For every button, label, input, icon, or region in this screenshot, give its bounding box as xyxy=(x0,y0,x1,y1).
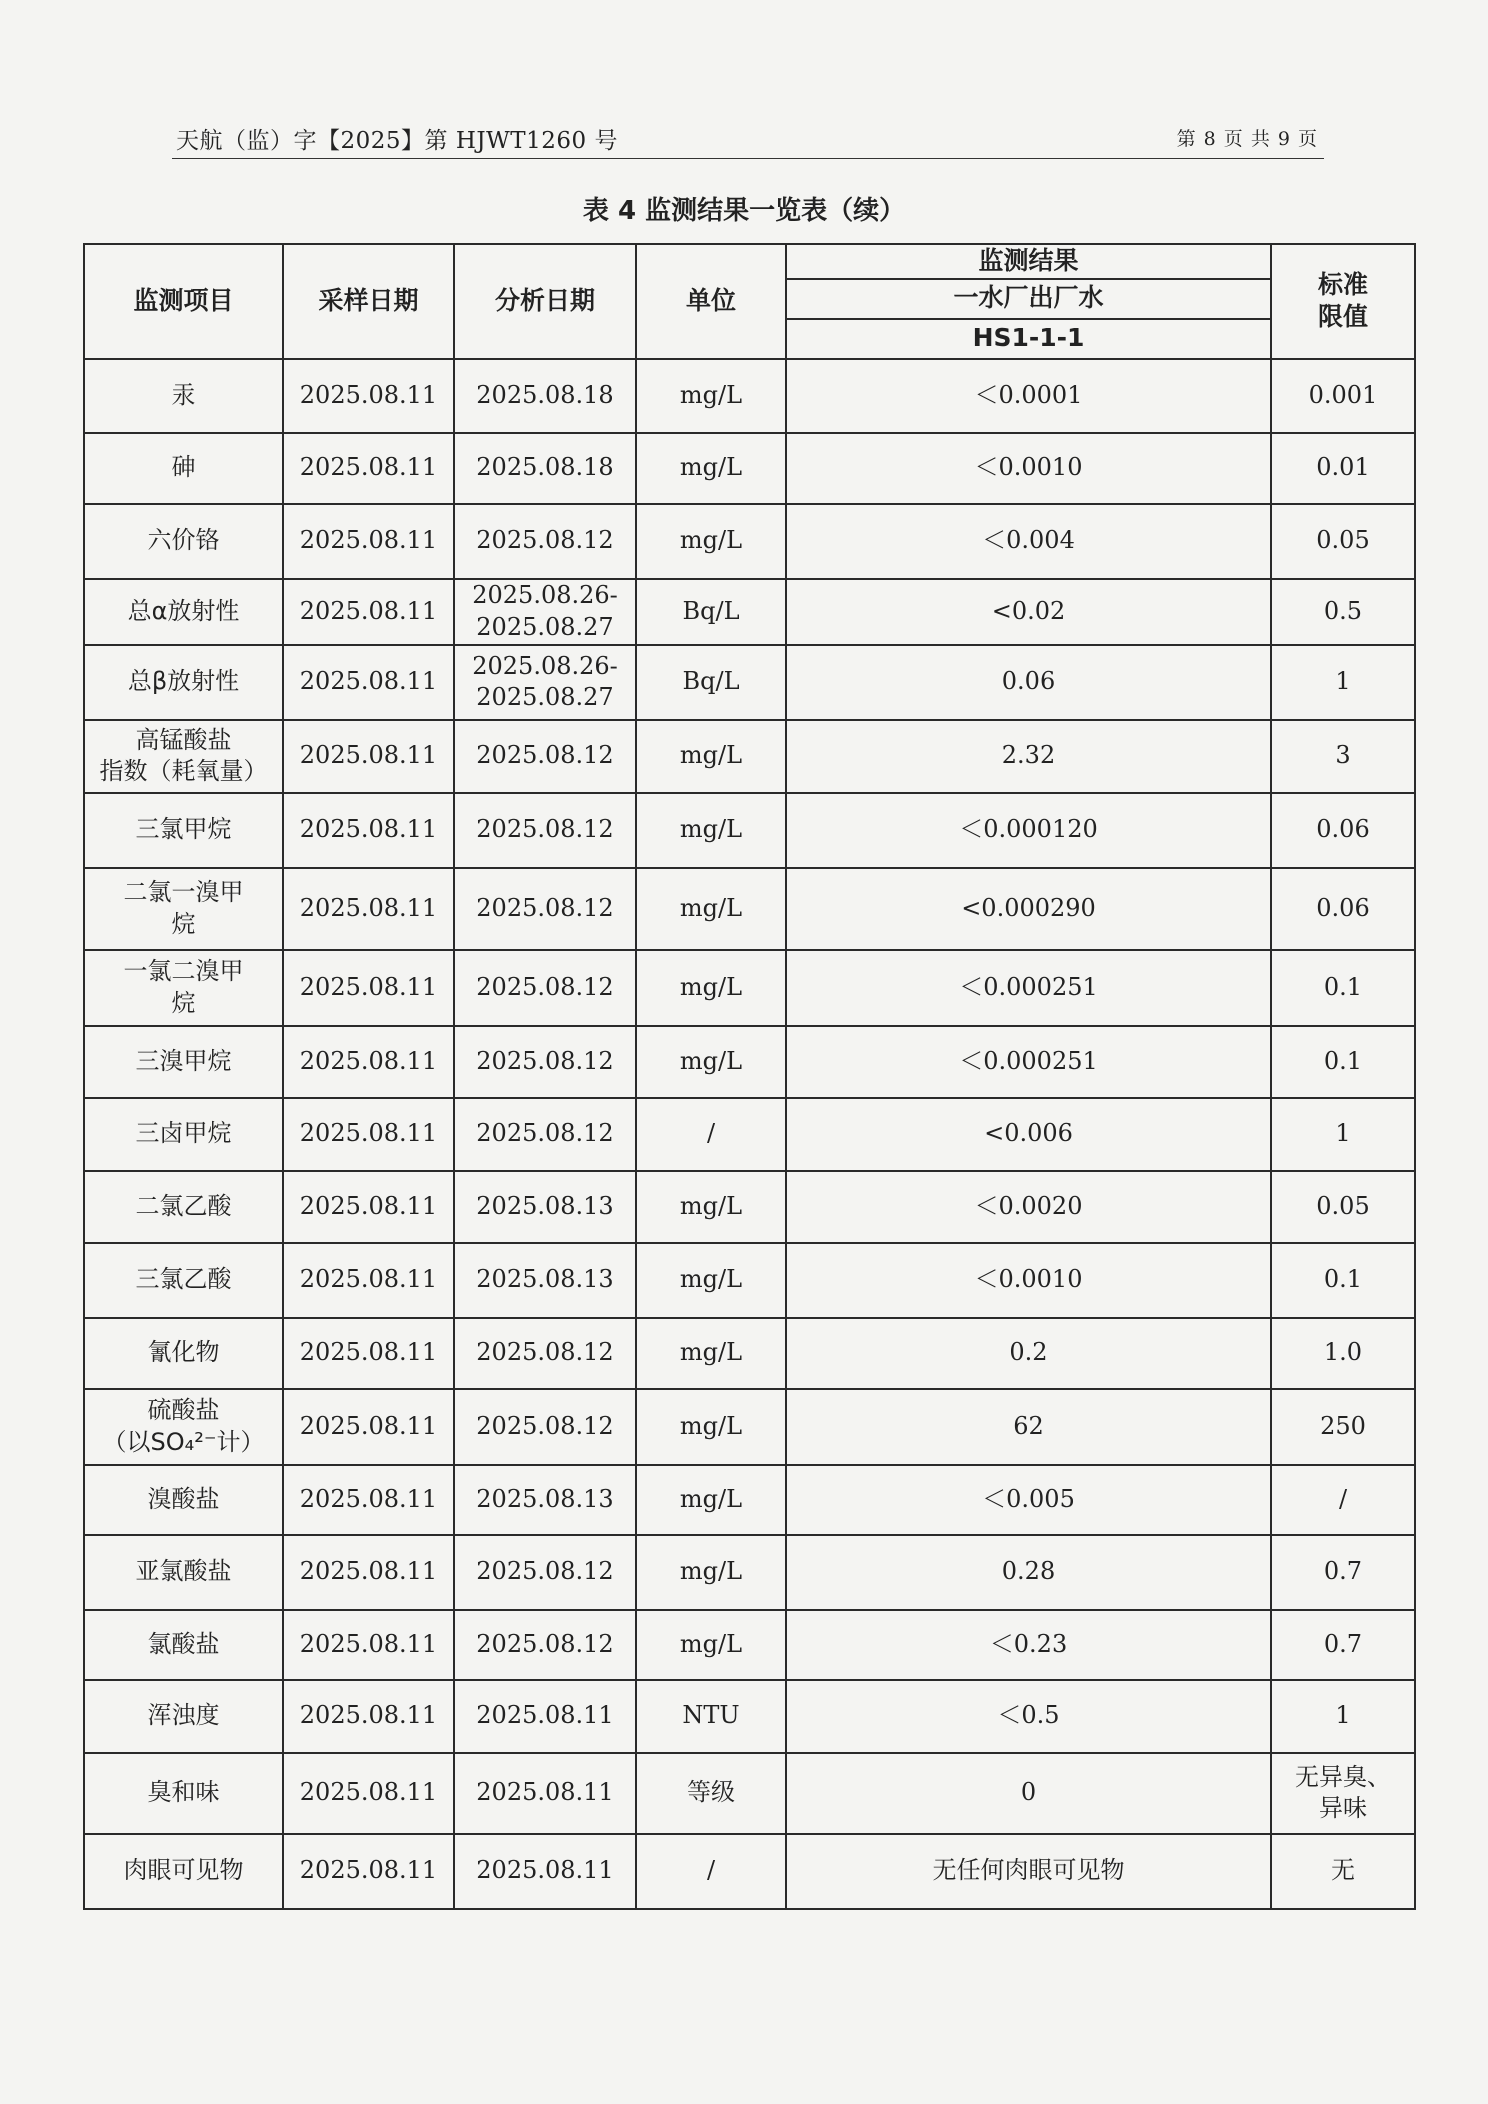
cell-analysis-date: 2025.08.13 xyxy=(454,1243,636,1318)
cell-unit: mg/L xyxy=(636,1171,786,1243)
cell-limit: 0.01 xyxy=(1271,433,1415,504)
cell-sample-date: 2025.08.11 xyxy=(283,504,454,579)
cell-result: ＜0.23 xyxy=(786,1610,1271,1680)
cell-item: 砷 xyxy=(84,433,283,504)
cell-item: 三卤甲烷 xyxy=(84,1098,283,1171)
cell-sample-date: 2025.08.11 xyxy=(283,720,454,793)
table-row xyxy=(84,1026,1415,1098)
table-row xyxy=(84,1680,1415,1753)
cell-unit: / xyxy=(636,1098,786,1171)
cell-analysis-date: 2025.08.12 xyxy=(454,1098,636,1171)
cell-item: 一氯二溴甲 烷 xyxy=(84,950,283,1026)
cell-item: 六价铬 xyxy=(84,504,283,579)
cell-limit: 0.1 xyxy=(1271,1026,1415,1098)
cell-sample-date: 2025.08.11 xyxy=(283,645,454,720)
cell-limit: 0.001 xyxy=(1271,359,1415,433)
cell-item: 亚氯酸盐 xyxy=(84,1535,283,1610)
cell-unit: mg/L xyxy=(636,1535,786,1610)
table-row xyxy=(84,1535,1415,1610)
cell-limit: 0.05 xyxy=(1271,1171,1415,1243)
cell-item: 臭和味 xyxy=(84,1753,283,1834)
cell-limit: 1 xyxy=(1271,1098,1415,1171)
cell-item: 氯酸盐 xyxy=(84,1610,283,1680)
cell-sample-date: 2025.08.11 xyxy=(283,1680,454,1753)
header-sample-id: HS1-1-1 xyxy=(786,319,1271,359)
cell-unit: mg/L xyxy=(636,950,786,1026)
cell-analysis-date: 2025.08.12 xyxy=(454,950,636,1026)
table-row xyxy=(84,433,1415,504)
cell-unit: mg/L xyxy=(636,1026,786,1098)
cell-result: ＜0.0010 xyxy=(786,433,1271,504)
cell-unit: mg/L xyxy=(636,793,786,868)
cell-result: ＜0.000251 xyxy=(786,950,1271,1026)
header-sample-date: 采样日期 xyxy=(283,244,454,359)
cell-item: 二氯乙酸 xyxy=(84,1171,283,1243)
header-site: 一水厂出厂水 xyxy=(786,279,1271,319)
cell-unit: mg/L xyxy=(636,1610,786,1680)
cell-analysis-date: 2025.08.13 xyxy=(454,1465,636,1535)
cell-item: 氰化物 xyxy=(84,1318,283,1389)
cell-result: <0.000290 xyxy=(786,868,1271,950)
cell-item: 汞 xyxy=(84,359,283,433)
cell-limit: 0.1 xyxy=(1271,950,1415,1026)
page-header xyxy=(172,118,1324,159)
cell-limit: 1.0 xyxy=(1271,1318,1415,1389)
cell-unit: mg/L xyxy=(636,1318,786,1389)
cell-unit: Bq/L xyxy=(636,645,786,720)
table-row xyxy=(84,1098,1415,1171)
cell-sample-date: 2025.08.11 xyxy=(283,1610,454,1680)
cell-result: <0.02 xyxy=(786,579,1271,645)
cell-unit: mg/L xyxy=(636,1465,786,1535)
cell-limit: 1 xyxy=(1271,1680,1415,1753)
cell-result: <0.006 xyxy=(786,1098,1271,1171)
cell-limit: 0.05 xyxy=(1271,504,1415,579)
header-analysis-date: 分析日期 xyxy=(454,244,636,359)
header-unit: 单位 xyxy=(636,244,786,359)
cell-result: ＜0.5 xyxy=(786,1680,1271,1753)
cell-item: 浑浊度 xyxy=(84,1680,283,1753)
cell-result: ＜0.0020 xyxy=(786,1171,1271,1243)
cell-analysis-date: 2025.08.26- 2025.08.27 xyxy=(454,645,636,720)
table-header xyxy=(84,244,1415,359)
cell-result: ＜0.005 xyxy=(786,1465,1271,1535)
cell-analysis-date: 2025.08.11 xyxy=(454,1753,636,1834)
cell-limit: 0.7 xyxy=(1271,1610,1415,1680)
cell-unit: mg/L xyxy=(636,868,786,950)
cell-unit: Bq/L xyxy=(636,579,786,645)
cell-item: 二氯一溴甲 烷 xyxy=(84,868,283,950)
cell-sample-date: 2025.08.11 xyxy=(283,1243,454,1318)
table-row xyxy=(84,950,1415,1026)
cell-result: ＜0.0001 xyxy=(786,359,1271,433)
cell-analysis-date: 2025.08.12 xyxy=(454,1026,636,1098)
cell-unit: mg/L xyxy=(636,720,786,793)
cell-result: ＜0.000120 xyxy=(786,793,1271,868)
cell-limit: 无 xyxy=(1271,1834,1415,1909)
cell-item: 溴酸盐 xyxy=(84,1465,283,1535)
cell-analysis-date: 2025.08.12 xyxy=(454,720,636,793)
cell-sample-date: 2025.08.11 xyxy=(283,1026,454,1098)
header-item: 监测项目 xyxy=(84,244,283,359)
table-row xyxy=(84,1318,1415,1389)
cell-result: 0 xyxy=(786,1753,1271,1834)
cell-unit: / xyxy=(636,1834,786,1909)
cell-sample-date: 2025.08.11 xyxy=(283,1465,454,1535)
cell-item: 高锰酸盐 指数（耗氧量） xyxy=(84,720,283,793)
table-body xyxy=(84,359,1415,1909)
cell-limit: / xyxy=(1271,1465,1415,1535)
table-row xyxy=(84,1610,1415,1680)
cell-limit: 0.5 xyxy=(1271,579,1415,645)
cell-result: ＜0.000251 xyxy=(786,1026,1271,1098)
cell-analysis-date: 2025.08.12 xyxy=(454,793,636,868)
cell-result: 0.28 xyxy=(786,1535,1271,1610)
cell-result: 2.32 xyxy=(786,720,1271,793)
cell-sample-date: 2025.08.11 xyxy=(283,1098,454,1171)
cell-result: 62 xyxy=(786,1389,1271,1465)
cell-result: 0.2 xyxy=(786,1318,1271,1389)
header-limit: 标准 限值 xyxy=(1271,244,1415,359)
cell-analysis-date: 2025.08.26- 2025.08.27 xyxy=(454,579,636,645)
table-row xyxy=(84,1465,1415,1535)
cell-result: ＜0.004 xyxy=(786,504,1271,579)
table-row xyxy=(84,1834,1415,1909)
table-row xyxy=(84,1171,1415,1243)
cell-unit: mg/L xyxy=(636,1389,786,1465)
cell-result: 0.06 xyxy=(786,645,1271,720)
table-row xyxy=(84,579,1415,645)
table-title: 表 4 监测结果一览表（续） xyxy=(582,196,906,226)
cell-item: 硫酸盐 （以SO₄²⁻计） xyxy=(84,1389,283,1465)
cell-sample-date: 2025.08.11 xyxy=(283,868,454,950)
document-number: 天航（监）字【2025】第 HJWT1260 号 xyxy=(176,128,618,154)
cell-limit: 3 xyxy=(1271,720,1415,793)
cell-analysis-date: 2025.08.12 xyxy=(454,1610,636,1680)
cell-item: 总α放射性 xyxy=(84,579,283,645)
cell-unit: mg/L xyxy=(636,504,786,579)
cell-analysis-date: 2025.08.12 xyxy=(454,1535,636,1610)
results-table xyxy=(83,243,1416,1910)
cell-unit: NTU xyxy=(636,1680,786,1753)
cell-sample-date: 2025.08.11 xyxy=(283,1753,454,1834)
cell-sample-date: 2025.08.11 xyxy=(283,1834,454,1909)
cell-unit: mg/L xyxy=(636,433,786,504)
cell-item: 三氯甲烷 xyxy=(84,793,283,868)
table-row xyxy=(84,359,1415,433)
table-row xyxy=(84,868,1415,950)
cell-sample-date: 2025.08.11 xyxy=(283,433,454,504)
cell-analysis-date: 2025.08.12 xyxy=(454,504,636,579)
table-row xyxy=(84,793,1415,868)
cell-analysis-date: 2025.08.11 xyxy=(454,1680,636,1753)
cell-result: ＜0.0010 xyxy=(786,1243,1271,1318)
table-row xyxy=(84,1753,1415,1834)
cell-sample-date: 2025.08.11 xyxy=(283,1535,454,1610)
cell-sample-date: 2025.08.11 xyxy=(283,359,454,433)
cell-unit: 等级 xyxy=(636,1753,786,1834)
cell-sample-date: 2025.08.11 xyxy=(283,950,454,1026)
cell-limit: 0.06 xyxy=(1271,793,1415,868)
cell-analysis-date: 2025.08.11 xyxy=(454,1834,636,1909)
table-row xyxy=(84,504,1415,579)
cell-analysis-date: 2025.08.13 xyxy=(454,1171,636,1243)
cell-unit: mg/L xyxy=(636,359,786,433)
cell-sample-date: 2025.08.11 xyxy=(283,1318,454,1389)
table-row xyxy=(84,720,1415,793)
cell-item: 三氯乙酸 xyxy=(84,1243,283,1318)
cell-analysis-date: 2025.08.12 xyxy=(454,1389,636,1465)
page-number: 第 8 页 共 9 页 xyxy=(1176,128,1318,150)
cell-sample-date: 2025.08.11 xyxy=(283,1389,454,1465)
table-row xyxy=(84,645,1415,720)
header-result-group: 监测结果 xyxy=(786,244,1271,279)
cell-sample-date: 2025.08.11 xyxy=(283,579,454,645)
table-row xyxy=(84,1243,1415,1318)
cell-limit: 0.7 xyxy=(1271,1535,1415,1610)
cell-limit: 250 xyxy=(1271,1389,1415,1465)
cell-sample-date: 2025.08.11 xyxy=(283,793,454,868)
cell-item: 总β放射性 xyxy=(84,645,283,720)
cell-limit: 0.1 xyxy=(1271,1243,1415,1318)
cell-limit: 0.06 xyxy=(1271,868,1415,950)
cell-limit: 1 xyxy=(1271,645,1415,720)
cell-analysis-date: 2025.08.12 xyxy=(454,1318,636,1389)
cell-analysis-date: 2025.08.18 xyxy=(454,433,636,504)
cell-item: 三溴甲烷 xyxy=(84,1026,283,1098)
cell-analysis-date: 2025.08.18 xyxy=(454,359,636,433)
cell-limit: 无异臭、 异味 xyxy=(1271,1753,1415,1834)
table-row xyxy=(84,1389,1415,1465)
cell-sample-date: 2025.08.11 xyxy=(283,1171,454,1243)
cell-unit: mg/L xyxy=(636,1243,786,1318)
cell-analysis-date: 2025.08.12 xyxy=(454,868,636,950)
cell-result: 无任何肉眼可见物 xyxy=(786,1834,1271,1909)
cell-item: 肉眼可见物 xyxy=(84,1834,283,1909)
